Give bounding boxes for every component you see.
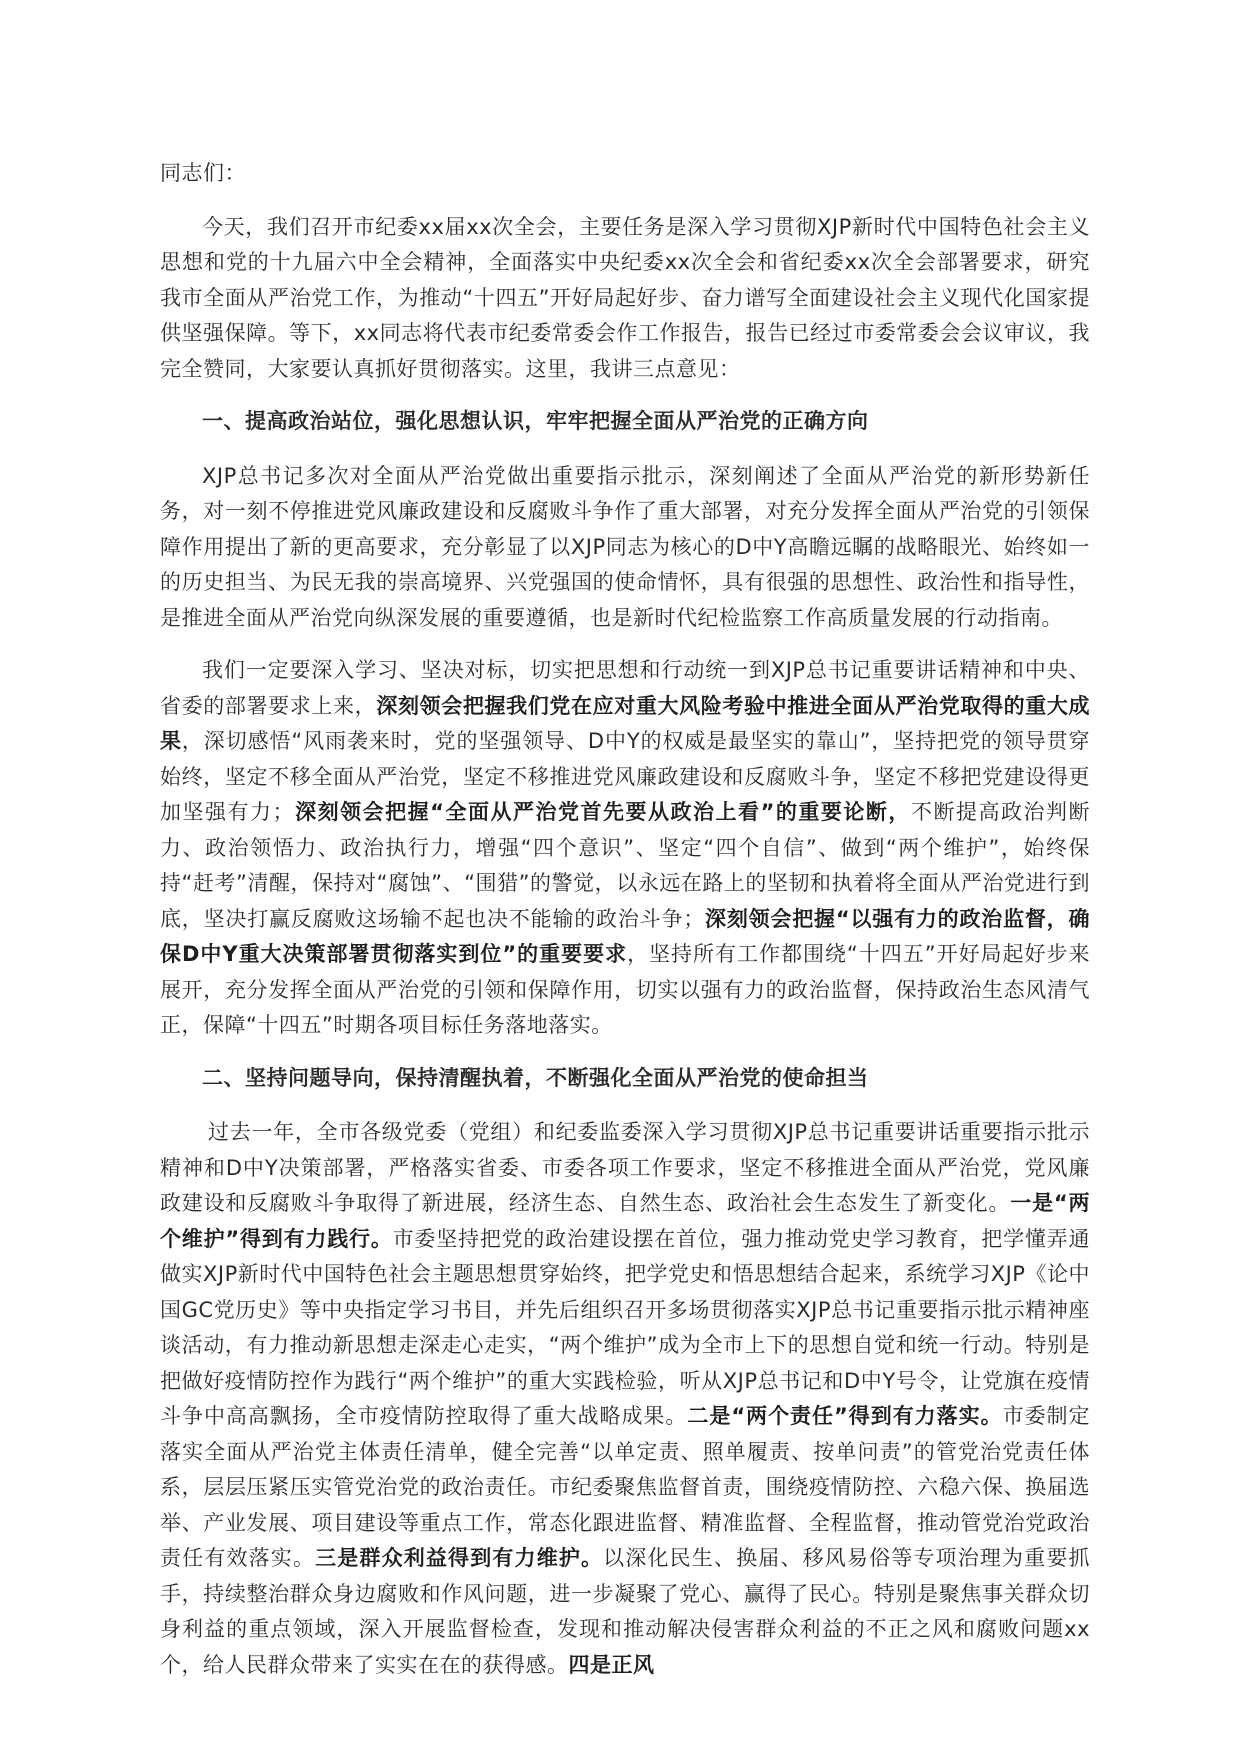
text-run: ，深切感悟“风雨袭来时，党的坚强领导、D中Y的权威是最坚实的靠山”，坚持把党的领导贯穿始终，坚定不移全面从严治党，坚定不移推进党风廉政建设和反腐败斗争，坚定不移把党建设得更加坚强有力； [160, 729, 1090, 824]
bold-run: 深刻领会把握“以强有力的政治监督，确保D中Y重大决策部署贯彻落实到位”的重要要求 [160, 906, 1090, 966]
section-heading-1: 一、提高政治站位，强化思想认识，牢牢把握全面从严治党的正确方向 [202, 409, 869, 433]
bold-run: 深刻领会把握我们党在应对重大风险考验中推进全面从严治党取得的重大成果 [160, 693, 1090, 753]
paragraph-intro: 今天，我们召开市纪委xx届xx次全会，主要任务是深入学习贯彻XJP新时代中国特色社会主义思想和党的十九届六中全会精神，全面落实中央纪委xx次全会和省纪委xx次全会部署要求，研究我市全面从严治党工作，为推动“十四五”开好局起好步、奋力谱写全面建设社会主义现代化国家提供坚强保障。等下，xx同志将代表市纪委常委会作工作报告，报告已经过市委常委会会议审议，我完全赞同，大家要认真抓好贯彻落实。这里，我讲三点意见： [160, 214, 1090, 381]
greeting: 同志们： [160, 161, 246, 185]
text-run: 市委制定落实全面从严治党主体责任清单，健全完善“以单定责、照单履责、按单问责”的管党治党责任体系，层层压紧压实管党治党的政治责任。市纪委聚焦监督首责，围绕疫情防控、六稳六保、换届选举、产业发展、项目建设等重点工作，常态化跟进监督、精准监督、全程监督，推动管党治党政治责任有效落实。 [160, 1404, 1091, 1570]
text-run: 以深化民生、换届、移风易俗等专项治理为重要抓手，持续整治群众身边腐败和作风问题，进一步凝聚了党心、赢得了民心。特别是聚焦事关群众切身利益的重点领域，深入开展监督检查，发现和推动解决侵害群众利益的不正之风和腐败问题xx个，给人民群众带来了实实在在的获得感。 [160, 1546, 1090, 1677]
paragraph-section2-1 [160, 1115, 1090, 1683]
bold-run: 四是正风 [568, 1652, 655, 1677]
bold-run: 深刻领会把握“全面从严治党首先要从政治上看”的重要论断， [294, 800, 911, 824]
bold-run: 三是群众利益得到有力维护。 [315, 1546, 604, 1570]
document-page [160, 156, 1090, 1700]
text-run: 市委坚持把党的政治建设摆在首位，强力推动党史学习教育，把学懂弄通做实XJP新时代中国特色社会主题思想贯穿始终，把学党史和悟思想结合起来，系统学习XJP《论中国GC党历史》等中央指定学习书目，并先后组织召开多场贯彻落实XJP总书记重要指示批示精神座谈活动，有力推动新思想走深走心走实，“两个维护”成为全市上下的思想自觉和统一行动。特别是把做好疫情防控作为践行“两个维护”的重大实践检验，听从XJP总书记和D中Y号令，让党旗在疫情斗争中高高飘扬，全市疫情防控取得了重大战略成果。 [160, 1226, 1090, 1428]
paragraph-section1-1: XJP总书记多次对全面从严治党做出重要指示批示，深刻阐述了全面从严治党的新形势新任务，对一刻不停推进党风廉政建设和反腐败斗争作了重大部署，对充分发挥全面从严治党的引领保障作用提出了新的更高要求，充分彰显了以XJP同志为核心的D中Y高瞻远瞩的战略眼光、始终如一的历史担当、为民无我的崇高境界、兴党强国的使命情怀，具有很强的思想性、政治性和指导性，是推进全面从严治党向纵深发展的重要遵循，也是新时代纪检监察工作高质量发展的行动指南。 [160, 463, 1090, 630]
text-run: 不断提高政治判断力、政治领悟力、政治执行力，增强“四个意识”、坚定“四个自信”、做到“两个维护”，始终保持“赶考”清醒，保持对“腐蚀”、“围猎”的警觉，以永远在路上的坚韧和执着将全面从严治党进行到底，坚决打赢反腐败这场输不起也决不能输的政治斗争； [160, 800, 1091, 931]
bold-run: 二是“两个责任”得到有力落实。 [687, 1404, 1003, 1428]
text-run: 过去一年，全市各级党委（党组）和纪委监委深入学习贯彻XJP总书记重要讲话重要指示批示精神和D中Y决策部署，严格落实省委、市委各项工作要求，坚定不移推进全面从严治党，党风廉政建设和反腐败斗争取得了新进展，经济生态、自然生态、政治社会生态发生了新变化。 [160, 1120, 1090, 1215]
text-run: 我们一定要深入学习、坚决对标，切实把思想和行动统一到XJP总书记重要讲话精神和中央、省委的部署要求上来， [160, 658, 1090, 718]
paragraph-section1-2 [160, 653, 1090, 1044]
text-run: ，坚持所有工作都围绕“十四五”开好局起好步来展开，充分发挥全面从严治党的引领和保障作用，切实以强有力的政治监督，保持政治生态风清气正，保障“十四五”时期各项目标任务落地落实。 [160, 942, 1090, 1037]
bold-run: 一是“两个维护”得到有力践行。 [160, 1191, 1090, 1251]
section-heading-2: 二、坚持问题导向，保持清醒执着，不断强化全面从严治党的使命担当 [202, 1065, 869, 1090]
